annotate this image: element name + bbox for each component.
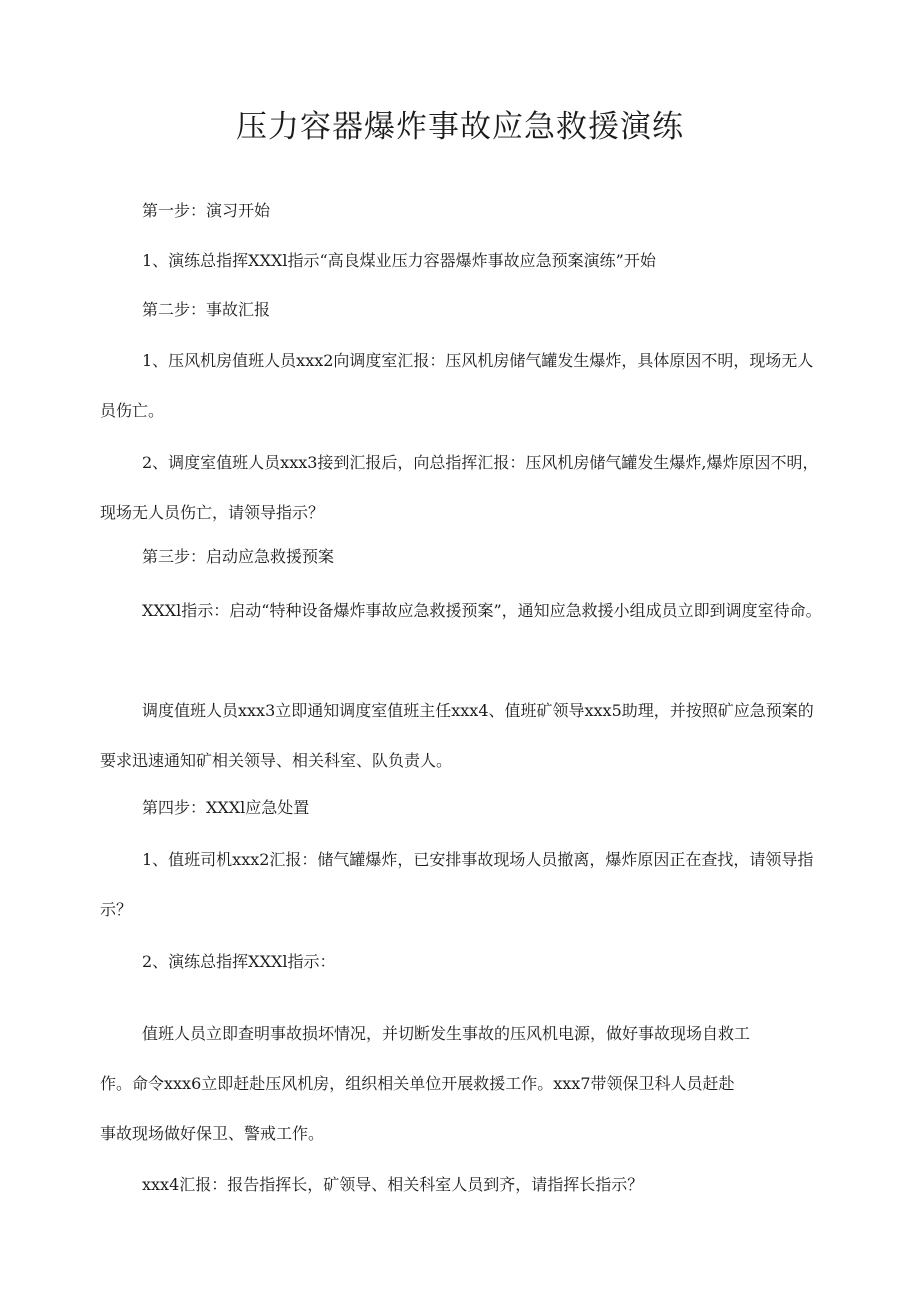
paragraph-6: 1、值班司机xxx2汇报：储气罐爆炸，已安排事故现场人员撤离，爆炸原因正在查找，请领导指示？ — [100, 850, 814, 919]
paragraph-8-line-2: 作。命令xxx6立即赶赴压风机房，组织相关单位开展救援工作。xxx7带领保卫科人员赶赴 — [100, 1074, 735, 1093]
step-1-heading: 第一步：演习开始 — [142, 201, 271, 220]
step-2-heading: 第二步：事故汇报 — [142, 300, 271, 319]
paragraph-5: 调度值班人员xxx3立即通知调度室值班主任xxx4、值班矿领导xxx5助理，并按照矿应急预案的要求迅速通知矿相关领导、相关科室、队负责人。 — [100, 701, 814, 770]
paragraph-8-line-1: 值班人员立即查明事故损坏情况，并切断发生事故的压风机电源，做好事故现场自救工 — [142, 1024, 751, 1043]
paragraph-7: 2、演练总指挥XXXl指示： — [142, 952, 336, 971]
paragraph-4: XXXl指示：启动“特种设备爆炸事故应急救援预案”，通知应急救援小组成员立即到调度室待命。 — [142, 601, 822, 620]
document-title: 压力容器爆炸事故应急救援演练 — [236, 109, 684, 145]
paragraph-3: 2、调度室值班人员xxx3接到汇报后，向总指挥汇报：压风机房储气罐发生爆炸,爆炸原因不明，现场无人员伤亡，请领导指示？ — [100, 453, 819, 522]
paragraph-9: xxx4汇报：报告指挥长，矿领导、相关科室人员到齐，请指挥长指示？ — [142, 1175, 644, 1194]
paragraph-2: 1、压风机房值班人员xxx2向调度室汇报：压风机房储气罐发生爆炸，具体原因不明，现场无人员伤亡。 — [100, 351, 814, 420]
paragraph-1: 1、演练总指挥XXXl指示“高良煤业压力容器爆炸事故应急预案演练”开始 — [142, 251, 656, 270]
step-4-heading: 第四步：XXXl应急处置 — [142, 798, 310, 817]
paragraph-8-line-3: 事故现场做好保卫、警戒工作。 — [100, 1124, 325, 1143]
step-3-heading: 第三步：启动应急救援预案 — [142, 547, 335, 566]
